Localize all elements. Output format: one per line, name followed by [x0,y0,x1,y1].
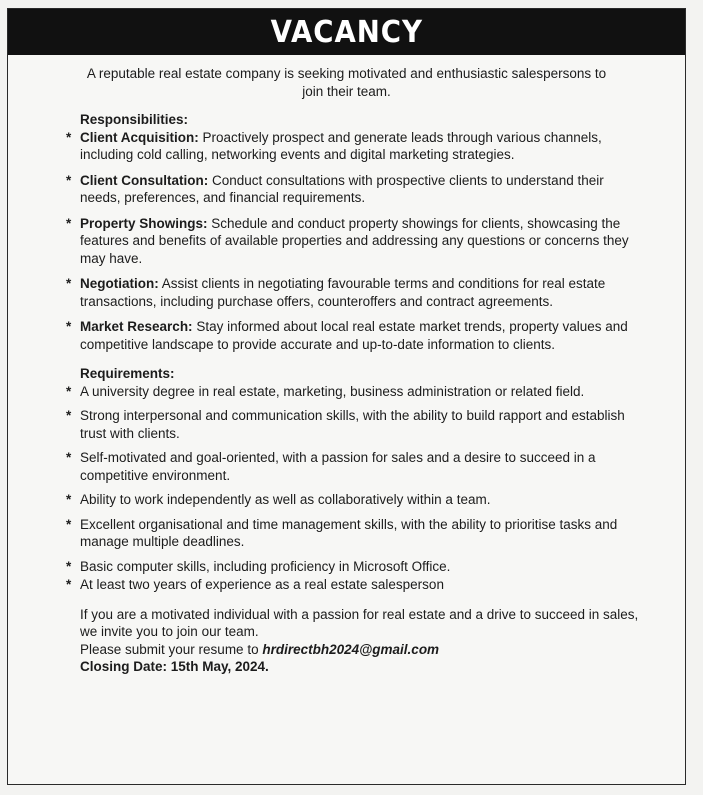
bullet-star-icon: * [66,492,72,507]
item-text: A university degree in real estate, marketing, business administration or related field. [80,383,585,399]
item-text: Assist clients in negotiating favourable terms and conditions for real estate transactions, including purchase offers, counteroffers and contract agreements. [80,276,606,309]
item-text: Schedule and conduct property showings for clients, showcasing the features and benefits of available properties and addressing any questions or concerns they may have. [80,215,629,266]
title-banner [8,9,685,55]
item-term: Client Acquisition: [80,129,199,145]
item-term: Negotiation: [80,276,159,291]
item-text: Proactively prospect and generate leads through various channels, including cold calling, networking events and digital marketing strategies. [80,129,602,162]
intro-text: A reputable real estate company is seeking motivated and enthusiastic salespersons to join their team. [86,66,607,99]
item-text: Self-motivated and goal-oriented, with a passion for sales and a desire to succeed in a competitive environment. [80,450,596,483]
list-item [62,407,645,442]
item-term: Market Research: [80,319,193,334]
submit-prefix: Please submit your resume to [80,641,263,657]
list-item [62,129,645,164]
item-term: Client Consultation: [80,172,209,188]
list-item [62,215,645,268]
item-text: Stay informed about local real estate market trends, property values and competitive landscape to provide accurate and up-to-date information to clients. [80,319,628,352]
closing-date: Closing Date: 15th May, 2024. [80,659,269,674]
item-text: Basic computer skills, including proficiency in Microsoft Office. [80,558,451,574]
page-title: VACANCY [270,14,423,50]
bullet-star-icon: * [66,129,72,145]
list-item [62,491,645,509]
bullet-star-icon: * [66,383,72,399]
bullet-star-icon: * [66,577,72,592]
list-item [62,558,645,576]
list-item [62,449,645,484]
email-address[interactable]: hrdirectbh2024@gmail.com [262,641,440,657]
item-term: Property Showings: [80,215,208,231]
vacancy-advert [7,8,686,785]
bullet-star-icon: * [66,215,72,231]
item-text: Ability to work independently as well as collaboratively within a team. [80,492,491,507]
requirements-list [62,383,645,594]
bullet-star-icon: * [66,450,72,465]
item-text: Excellent organisational and time management skills, with the ability to prioritise tasks and manage multiple deadlines. [80,516,618,549]
list-item [62,383,645,401]
bullet-star-icon: * [66,516,72,532]
bullet-star-icon: * [66,172,72,188]
requirements-heading: Requirements: [80,366,175,381]
bullet-star-icon: * [66,276,72,291]
bullet-star-icon: * [66,558,72,574]
responsibilities-list [62,129,645,354]
submit-line [80,641,645,659]
list-item [62,318,645,353]
item-text: Strong interpersonal and communication skills, with the ability to build rapport and establish trust with clients. [80,408,625,441]
item-text: Conduct consultations with prospective clients to understand their needs, preferences, and financial requirements. [80,172,604,205]
list-item [62,516,645,551]
invite-text: If you are a motivated individual with a passion for real estate and a drive to succeed in sales, we invite you to join our team. [80,606,639,639]
list-item [62,172,645,207]
bullet-star-icon: * [66,319,72,334]
bullet-star-icon: * [66,408,72,423]
closing-section [80,606,645,676]
responsibilities-heading: Responsibilities: [80,112,189,127]
item-text: At least two years of experience as a real estate salesperson [80,577,444,592]
list-item [62,576,645,594]
list-item [62,275,645,310]
ad-body [8,111,685,676]
